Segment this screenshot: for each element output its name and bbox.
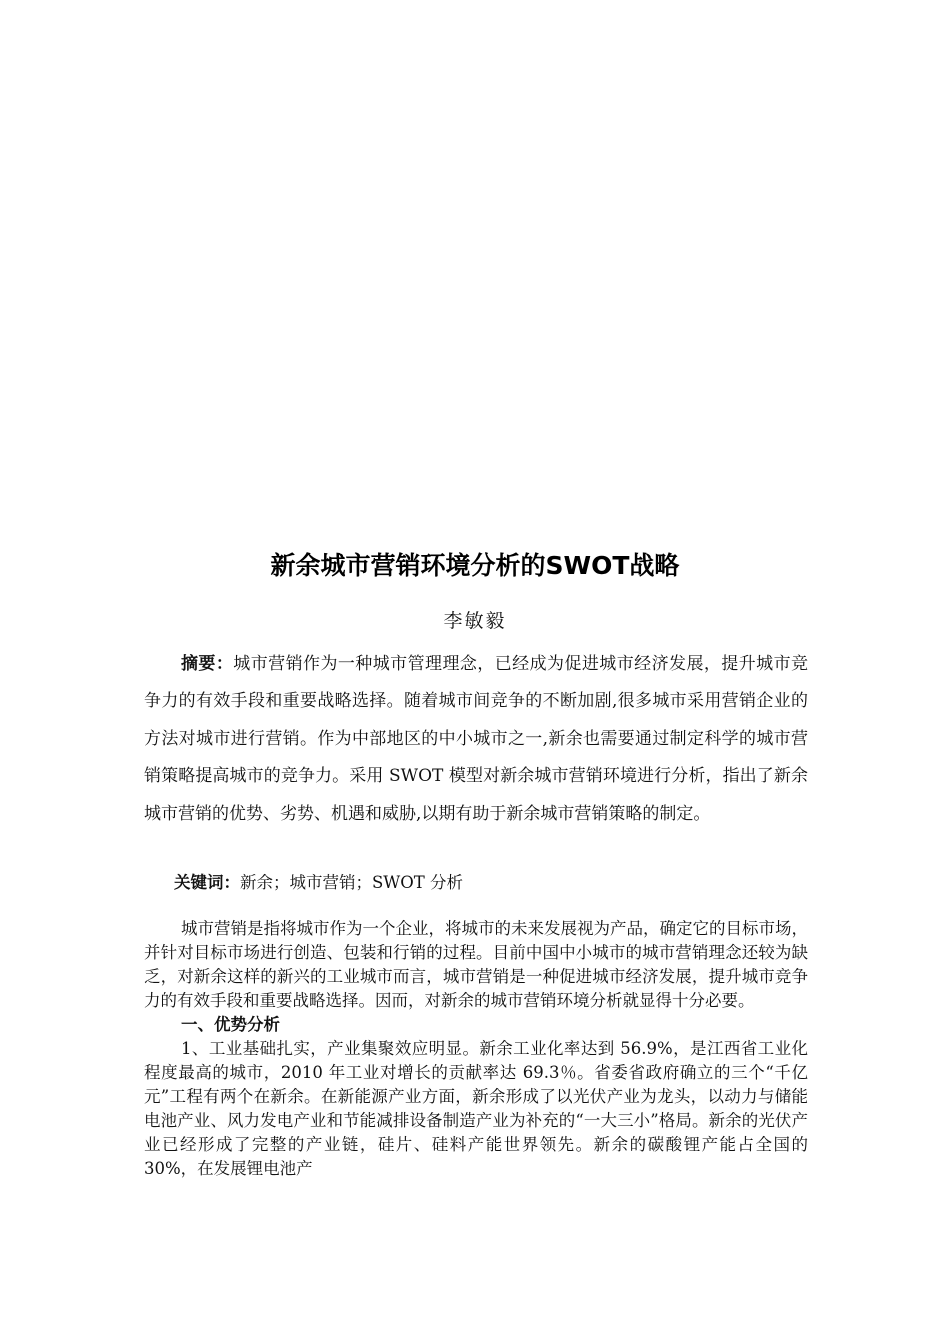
section-heading-strengths: 一、优势分析 xyxy=(181,1015,280,1034)
keywords-text: 新余；城市营销；SWOT 分析 xyxy=(240,873,464,892)
document-title: 新余城市营销环境分析的SWOT战略 xyxy=(270,551,680,580)
body-text xyxy=(144,917,808,1181)
abstract-label: 摘要： xyxy=(181,654,234,674)
abstract-text: 城市营销作为一种城市管理理念，已经成为促进城市经济发展，提升城市竞争力的有效手段和重要战略选择。随着城市间竞争的不断加剧,很多城市采用营销企业的方法对城市进行营销。作为中部地区的中小城市之一,新余也需要通过制定科学的城市营销策略提高城市的竞争力。采用 SWOT 模型对新余城市营销环境进行分析，指出了新余城市营销的优势、劣势、机遇和威胁,以期有助于新余城市营销策略的制定。 xyxy=(144,654,809,824)
keywords-label: 关键词： xyxy=(174,873,240,892)
abstract-paragraph xyxy=(144,646,808,833)
keywords-line xyxy=(144,868,808,898)
intro-paragraph: 城市营销是指将城市作为一个企业，将城市的未来发展视为产品，确定它的目标市场，并针对目标市场进行创造、包装和行销的过程。目前中国中小城市的城市营销理念还较为缺乏，对新余这样的新兴的工业城市而言，城市营销是一种促进城市经济发展，提升城市竞争力的有效手段和重要战略选择。因而，对新余的城市营销环境分析就显得十分必要。 xyxy=(144,919,808,1010)
section-paragraph: 1、工业基础扎实，产业集聚效应明显。新余工业化率达到 56.9%，是江西省工业化程度最高的城市，2010 年工业对增长的贡献率达 69.3％。省委省政府确立的三个“千亿元”工程有两个在新余。在新能源产业方面，新余形成了以光伏产业为龙头，以动力与储能电池产业、风力发电产业和节能减排设备制造产业为补充的“一大三小”格局。新余的光伏产业已经形成了完整的产业链，硅片、硅料产能世界领先。新余的碳酸锂产能占全国的 30%，在发展锂电池产 xyxy=(144,1039,808,1178)
author-name: 李敏毅 xyxy=(443,610,507,632)
